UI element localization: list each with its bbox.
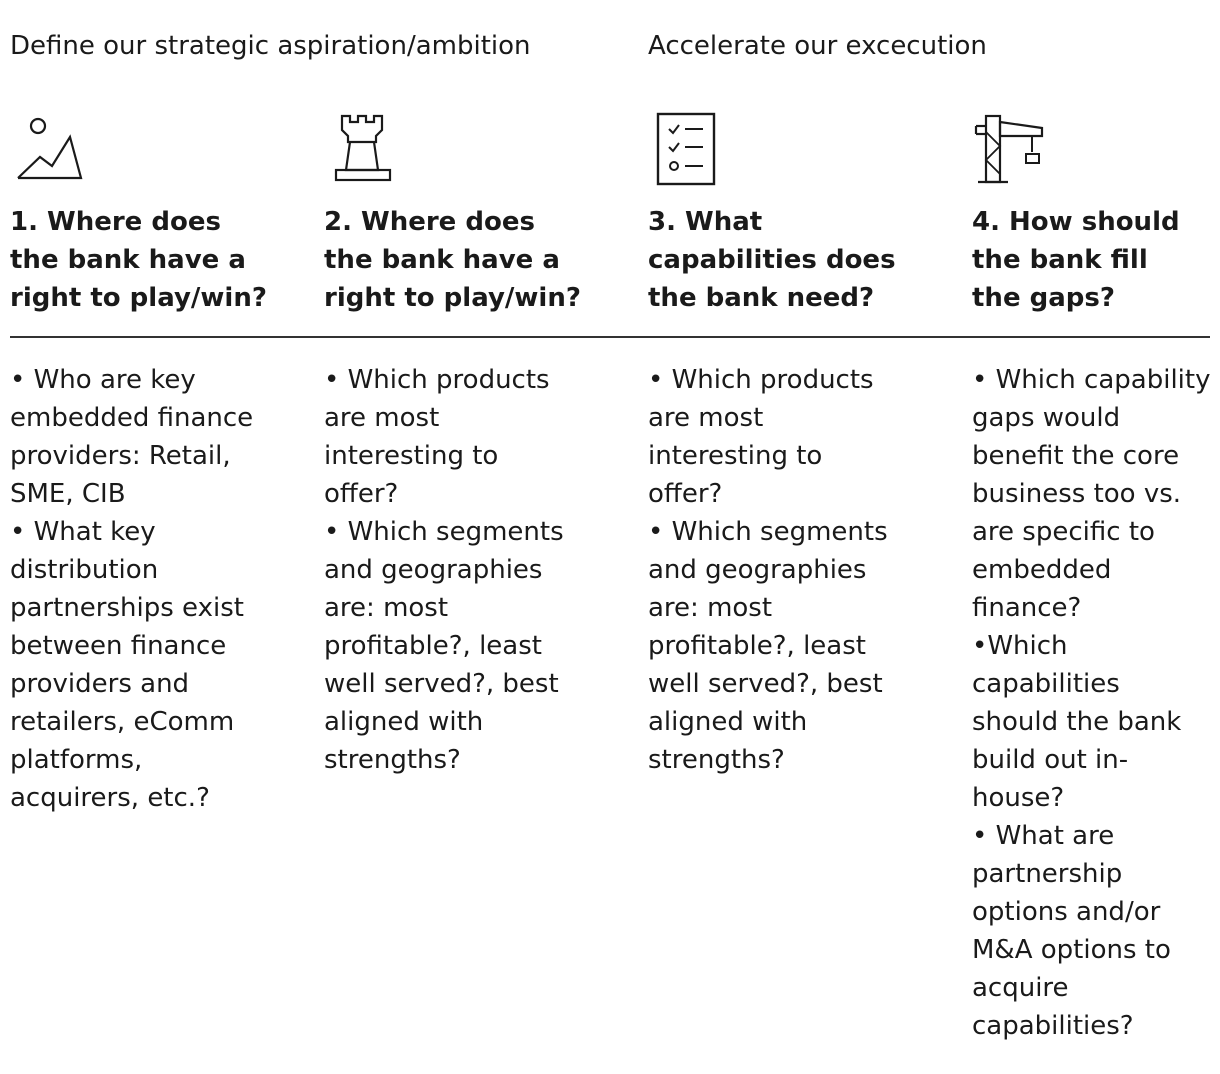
column-1-icon-wrap (14, 112, 86, 186)
list-item: • Which capability gaps would benefit the core business too vs. are specific to embedded finance? (972, 365, 1211, 623)
bullet-list-3 (648, 361, 898, 779)
list-item: • What are partnership options and/or M&A options to acquire capabilities? (972, 821, 1171, 1041)
section-label-strategic-aspiration: Define our strategic aspiration/ambition (10, 31, 531, 61)
column-2-icon-wrap (332, 112, 396, 186)
bullet-list-4 (972, 361, 1212, 1045)
list-item: • What key distribution partnerships exist between finance providers and retailers, eComm platforms, acquirers, etc.? (10, 517, 244, 813)
question-title-2: 2. Where does the bank have a right to play/win? (324, 207, 581, 313)
column-4-icon-wrap (974, 112, 1046, 186)
mountain-landscape-icon (14, 112, 86, 186)
construction-crane-icon (974, 112, 1046, 186)
question-title-4: 4. How should the bank fill the gaps? (972, 207, 1180, 313)
question-title-1: 1. Where does the bank have a right to play/win? (10, 207, 267, 313)
list-item: •Which capabilities should the bank build out in-house? (972, 631, 1182, 813)
bullet-list-1 (10, 361, 270, 817)
checklist-icon (656, 112, 718, 186)
section-label-accelerate-execution: Accelerate our excecution (648, 31, 987, 61)
question-title-3: 3. What capabilities does the bank need? (648, 207, 896, 313)
list-item: • Which products are most interesting to offer? (324, 365, 550, 509)
bullet-list-2 (324, 361, 574, 779)
list-item: • Which products are most interesting to offer? (648, 365, 874, 509)
chess-rook-icon (332, 112, 396, 186)
list-item: • Who are key embedded finance providers: Retail, SME, CIB (10, 365, 254, 509)
column-3-icon-wrap (656, 112, 718, 186)
header-divider (10, 336, 1210, 338)
list-item: • Which segments and geographies are: most profitable?, least well served?, best aligned with strengths? (648, 517, 888, 775)
list-item: • Which segments and geographies are: most profitable?, least well served?, best aligned with strengths? (324, 517, 564, 775)
